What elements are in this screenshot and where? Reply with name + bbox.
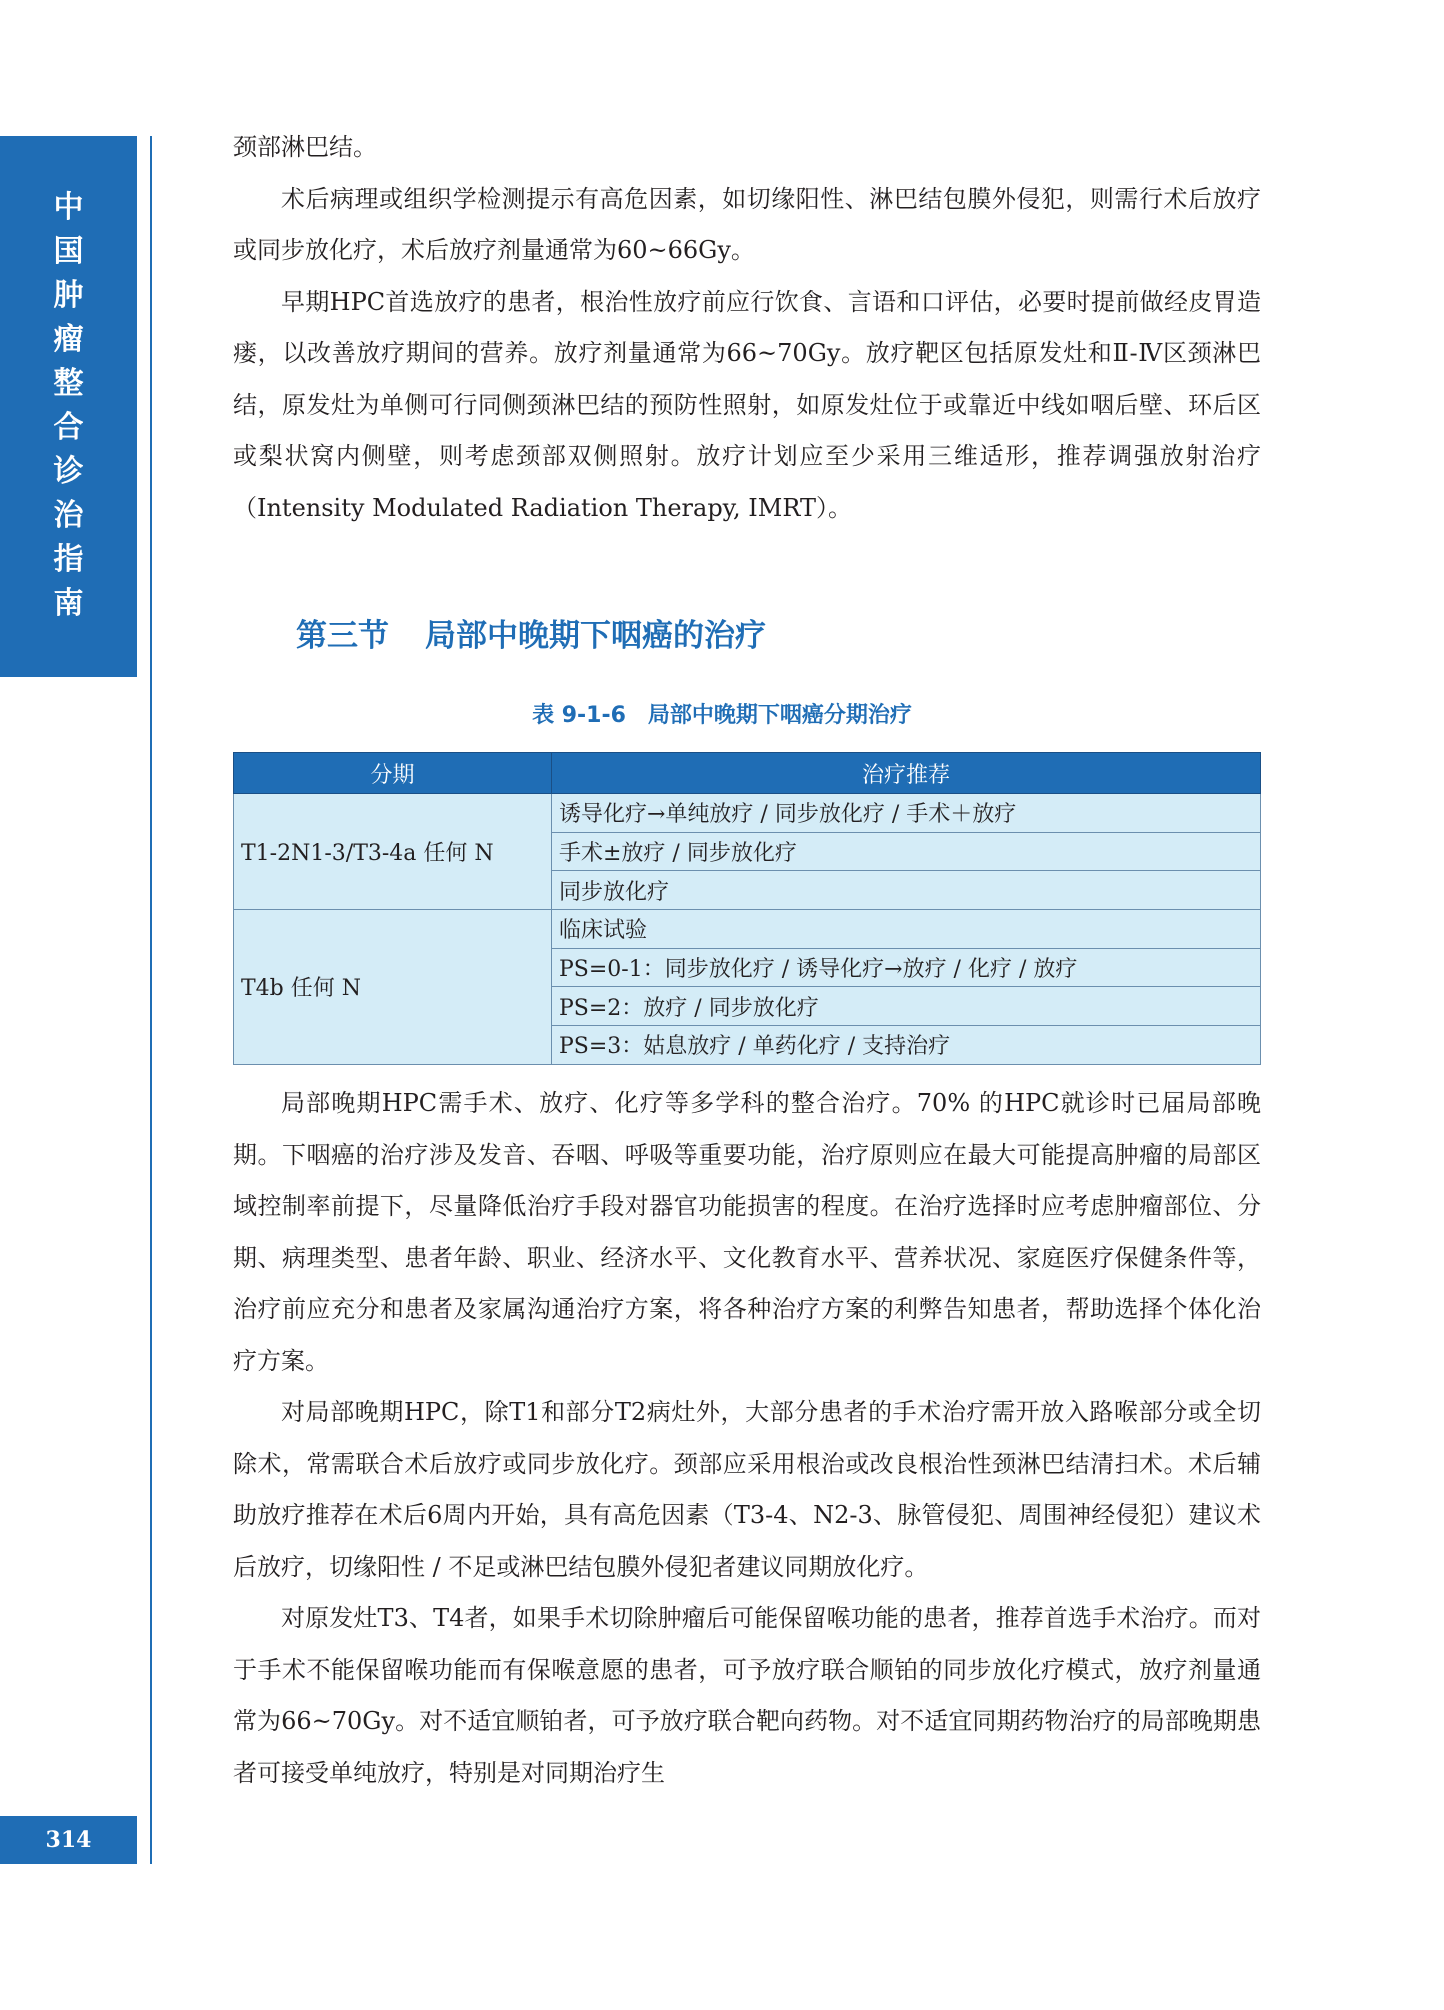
paragraph: 早期HPC首选放疗的患者，根治性放疗前应行饮食、言语和口评估，必要时提前做经皮胃造瘘，以改善放疗期间的营养。放疗剂量通常为66~70Gy。放疗靶区包括原发灶和Ⅱ-Ⅳ区颈淋巴结，原发灶为单侧可行同侧颈淋巴结的预防性照射，如原发灶位于或靠近中线如咽后壁、环后区或梨状窝内侧壁，则考虑颈部双侧照射。放疗计划应至少采用三维适形，推荐调强放射治疗（Intensity Modulated Radiation Therapy, IMRT）。 — [233, 287, 1261, 522]
stage-cell: T4b 任何 N — [234, 910, 552, 1065]
stage-cell: T1-2N1-3/T3-4a 任何 N — [234, 794, 552, 910]
paragraph: 对原发灶T3、T4者，如果手术切除肿瘤后可能保留喉功能的患者，推荐首选手术治疗。而对于手术不能保留喉功能而有保喉意愿的患者，可予放疗联合顺铂的同步放化疗模式，放疗剂量通常为66~70Gy。对不适宜顺铂者，可予放疗联合靶向药物。对不适宜同期药物治疗的局部晚期患者可接受单纯放疗，特别是对同期治疗生 — [233, 1604, 1261, 1787]
margin-rule — [150, 136, 152, 1864]
paragraph: 对局部晚期HPC，除T1和部分T2病灶外，大部分患者的手术治疗需开放入路喉部分或全切除术，常需联合术后放疗或同步放化疗。颈部应采用根治或改良根治性颈淋巴结清扫术。术后辅助放疗推荐在术后6周内开始，具有高危因素（T3-4、N2-3、脉管侵犯、周围神经侵犯）建议术后放疗，切缘阳性 / 不足或淋巴结包膜外侵犯者建议同期放化疗。 — [233, 1398, 1261, 1581]
staging-table — [233, 752, 1261, 1065]
book-title-vertical — [0, 186, 137, 626]
section-heading — [296, 610, 766, 655]
book-title-char: 合 — [53, 410, 84, 445]
bottom-text-block — [233, 1078, 1261, 1799]
paragraph: 颈部淋巴结。 — [233, 133, 377, 161]
treatment-cell: PS=2：放疗 / 同步放化疗 — [552, 987, 1261, 1026]
treatment-cell: 手术±放疗 / 同步放化疗 — [552, 832, 1261, 871]
book-title-char: 指 — [53, 542, 84, 577]
table-header-row — [234, 753, 1261, 794]
treatment-cell: PS=0-1：同步放化疗 / 诱导化疗→放疗 / 化疗 / 放疗 — [552, 948, 1261, 987]
table-caption: 表 9-1-6 局部中晚期下咽癌分期治疗 — [532, 703, 912, 728]
top-text-block — [233, 122, 1261, 534]
book-title-char: 整 — [53, 366, 84, 401]
page-number: 314 — [45, 1827, 92, 1853]
treatment-cell: 诱导化疗→单纯放疗 / 同步放化疗 / 手术＋放疗 — [552, 794, 1261, 833]
section-number: 第三节 — [296, 618, 389, 654]
paragraph: 术后病理或组织学检测提示有高危因素，如切缘阳性、淋巴结包膜外侵犯，则需行术后放疗或同步放化疗，术后放疗剂量通常为60~66Gy。 — [233, 184, 1261, 264]
paragraph: 局部晚期HPC需手术、放疗、化疗等多学科的整合治疗。70% 的HPC就诊时已届局部晚期。下咽癌的治疗涉及发音、吞咽、呼吸等重要功能，治疗原则应在最大可能提高肿瘤的局部区域控制率前提下，尽量降低治疗手段对器官功能损害的程度。在治疗选择时应考虑肿瘤部位、分期、病理类型、患者年龄、职业、经济水平、文化教育水平、营养状况、家庭医疗保健条件等，治疗前应充分和患者及家属沟通治疗方案，将各种治疗方案的利弊告知患者，帮助选择个体化治疗方案。 — [233, 1089, 1261, 1375]
header-stage: 分期 — [234, 753, 552, 794]
book-title-char: 南 — [53, 586, 84, 621]
section-title: 局部中晚期下咽癌的治疗 — [425, 618, 766, 654]
book-title-char: 瘤 — [53, 322, 84, 357]
table-row — [234, 910, 1261, 949]
book-title-char: 诊 — [53, 454, 84, 489]
treatment-cell: 临床试验 — [552, 910, 1261, 949]
book-title-char: 国 — [53, 234, 84, 269]
book-title-char: 中 — [53, 190, 84, 225]
book-title-char: 肿 — [53, 278, 84, 313]
book-title-char: 治 — [53, 498, 84, 533]
treatment-cell: PS=3：姑息放疗 / 单药化疗 / 支持治疗 — [552, 1026, 1261, 1065]
treatment-cell: 同步放化疗 — [552, 871, 1261, 910]
table-row — [234, 794, 1261, 833]
header-treatment: 治疗推荐 — [552, 753, 1261, 794]
